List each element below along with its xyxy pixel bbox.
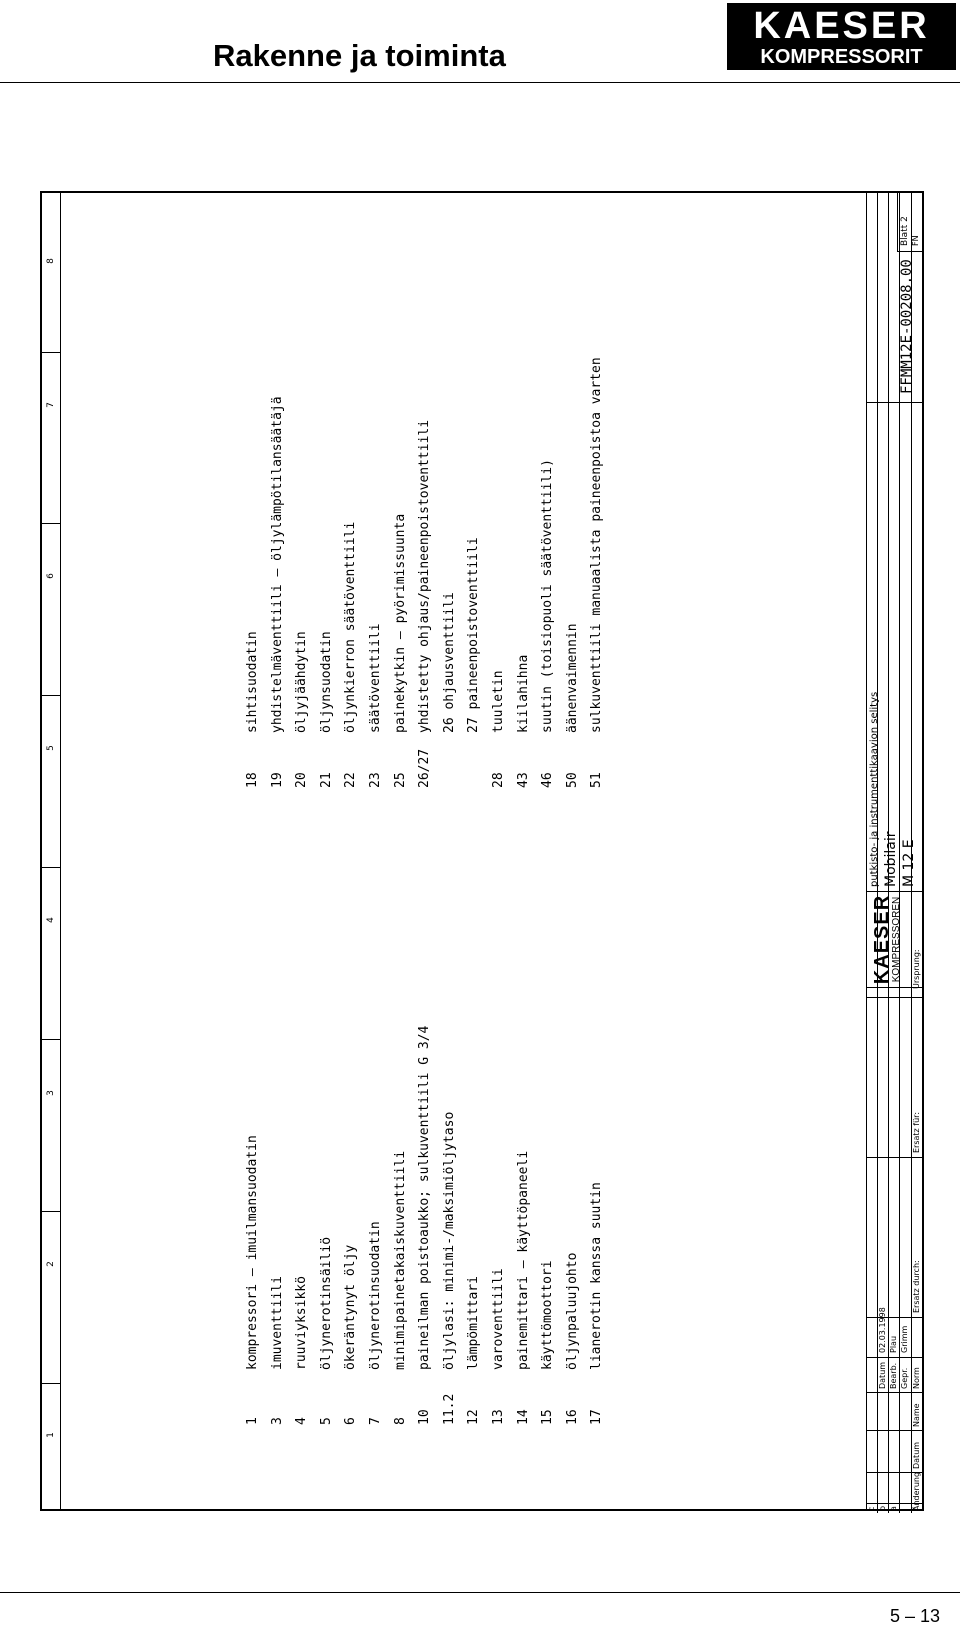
legend — [42, 193, 926, 1513]
legend-item — [589, 357, 604, 788]
legend-item-text: öljynkierron säätöventtiili — [343, 521, 359, 733]
legend-item — [417, 420, 432, 788]
kaeser-logo — [727, 3, 956, 70]
tb-logo-sub: KOMPRESSOREN — [891, 896, 902, 983]
legend-item-text: tuuletin — [491, 670, 506, 733]
legend-item — [516, 655, 531, 788]
legend-item-number: 10 — [417, 1409, 433, 1425]
legend-item-number: 15 — [540, 1409, 556, 1425]
legend-item-text: yhdistelmäventtiili – öljylämpötilansäätäjä — [269, 396, 285, 733]
legend-item-text: 27 paineenpoistoventtiili — [466, 537, 482, 733]
legend-item-text: varoventtiili — [491, 1268, 506, 1370]
legend-item-text: ruuviyksikkö — [294, 1276, 310, 1370]
legend-item — [516, 1151, 531, 1425]
column-number: 3 — [46, 1090, 56, 1096]
drawing-description — [867, 403, 923, 893]
desc-line-2: Mobilair — [883, 831, 899, 887]
legend-item-number: 13 — [491, 1409, 506, 1425]
revision-b: b — [878, 1505, 887, 1511]
legend-item-number: 26/27 — [417, 748, 433, 788]
title-block — [866, 193, 923, 1509]
legend-item-text: säätöventtiili — [368, 623, 383, 733]
drawing-number-box — [867, 192, 923, 403]
ersatz-durch-label: Ersatz durch: — [912, 1260, 921, 1313]
datum-header: Datum — [912, 1441, 921, 1469]
desc-line-1: putkisto- ja instrumenttikaavion selitys — [869, 691, 880, 887]
legend-item-text: paineilman poistoaukko; sulkuventtiili G 3/4 — [417, 1025, 433, 1370]
legend-item-number: 23 — [368, 772, 383, 788]
legend-item — [343, 1245, 358, 1425]
legend-item-text: minimipainetakaiskuventtiili — [392, 1150, 408, 1370]
column-number: 6 — [46, 573, 56, 579]
name-header: Name — [912, 1403, 921, 1427]
column-number: 5 — [46, 745, 56, 751]
legend-item-text: äänenvaimennin — [564, 623, 580, 733]
header-rule — [0, 82, 960, 83]
legend-item — [393, 514, 408, 788]
pid-legend-drawing — [40, 191, 924, 1511]
legend-item-number: 18 — [245, 772, 260, 788]
legend-item-text: kompressori – imuilmansuodatin — [245, 1135, 260, 1370]
legend-item — [368, 623, 383, 788]
legend-item — [245, 1135, 260, 1425]
legend-item-number: 20 — [294, 772, 310, 788]
legend-item-number: 17 — [589, 1409, 605, 1425]
page-number: 5 – 13 — [889, 1606, 940, 1626]
legend-item-text: kiilahihna — [515, 654, 531, 733]
legend-item-number: 46 — [540, 772, 556, 788]
legend-item — [270, 396, 285, 788]
legend-item — [270, 1276, 285, 1425]
legend-item-text: öljynerotinsäiliö — [318, 1236, 334, 1370]
legend-item — [491, 1268, 506, 1425]
revision-a: a — [889, 1506, 898, 1511]
legend-item-text: öljynsuodatin — [318, 631, 334, 733]
legend-item-number: 16 — [564, 1409, 580, 1425]
legend-item-text: öljyjäähdytin — [294, 631, 310, 733]
legend-item-number: 3 — [269, 1417, 285, 1425]
legend-item — [466, 537, 481, 788]
datum-value: 02.03.1998 — [878, 1307, 887, 1353]
title-block-logo — [867, 891, 923, 988]
legend-item-text: painemittari – käyttöpaneeli — [515, 1150, 531, 1370]
legend-item — [294, 631, 309, 788]
legend-item — [343, 522, 358, 788]
legend-item — [540, 1260, 555, 1425]
footer-rule — [0, 1592, 960, 1593]
legend-item-number: 19 — [269, 772, 285, 788]
legend-item-text: painekytkin – pyörimissuunta — [392, 513, 408, 733]
legend-item-number: 7 — [368, 1417, 383, 1425]
legend-item-number: 28 — [491, 772, 506, 788]
legend-item-number: 22 — [343, 772, 359, 788]
legend-item-text: öljynerotinsuodatin — [368, 1221, 383, 1370]
gepr-label: Gepr. — [900, 1367, 909, 1389]
legend-item — [245, 631, 260, 788]
gepr-value: Grimm — [900, 1325, 909, 1353]
legend-item — [565, 1253, 580, 1425]
legend-item — [294, 1276, 309, 1425]
legend-item-text: sulkuventtiili manuaalista paineenpoistoa varten — [589, 357, 605, 733]
legend-item-text: ökeräntynyt öljy — [343, 1244, 359, 1370]
legend-item-number: 25 — [392, 772, 408, 788]
page-title: Rakenne ja toiminta — [213, 38, 506, 73]
legend-item — [442, 1112, 457, 1425]
legend-item-text: imuventtiili — [269, 1276, 285, 1370]
legend-item-number: 43 — [515, 772, 531, 788]
datum-label: Datum — [878, 1361, 887, 1389]
column-number: 2 — [46, 1261, 56, 1267]
sheet-label: Blatt 2 — [900, 216, 910, 246]
aenderung-label: Änderung — [912, 1471, 921, 1511]
legend-item-text: yhdistetty ohjaus/paineenpoistoventtiili — [417, 419, 433, 733]
legend-item — [442, 592, 457, 788]
norm-label: Norm — [912, 1367, 921, 1389]
revision-c: c — [867, 1506, 876, 1511]
legend-item-text: 26 ohjausventtiili — [441, 592, 457, 733]
legend-item — [466, 1276, 481, 1425]
legend-item — [589, 1182, 604, 1425]
drawing-number: FFMM12E-00208.00 — [899, 259, 915, 394]
language-code: FN — [911, 235, 920, 246]
legend-item-number: 50 — [564, 772, 580, 788]
legend-item-number: 51 — [589, 772, 605, 788]
legend-item — [417, 1026, 432, 1425]
logo-text-sub: KOMPRESSORIT — [760, 46, 923, 68]
ersatz-fuer-label: Ersatz für: — [912, 1111, 921, 1153]
ursprung-label: Ursprung: — [912, 949, 921, 989]
legend-item-number: 21 — [318, 772, 334, 788]
legend-item-number: 8 — [392, 1417, 408, 1425]
column-number: 7 — [46, 402, 56, 408]
column-number: 1 — [46, 1432, 56, 1438]
legend-item-number: 11.2 — [441, 1393, 457, 1425]
legend-item-number: 5 — [318, 1417, 334, 1425]
legend-item-text: lämpömittari — [466, 1276, 482, 1370]
legend-item — [491, 670, 506, 788]
legend-item-number: 1 — [245, 1417, 260, 1425]
legend-item-text: lianerotin kanssa suutin — [589, 1182, 605, 1370]
legend-item-number: 14 — [515, 1409, 531, 1425]
bearb-label: Bearb. — [889, 1362, 898, 1389]
legend-item-number: 12 — [466, 1409, 482, 1425]
legend-item — [319, 1237, 334, 1425]
legend-item-number: 6 — [343, 1417, 359, 1425]
column-number: 4 — [46, 917, 56, 923]
logo-text-main: KAESER — [753, 5, 930, 47]
legend-item-text: sihtisuodatin — [245, 631, 260, 733]
bearb-value: Plau — [889, 1335, 898, 1353]
legend-item — [368, 1221, 383, 1425]
desc-line-3: M 12 E — [901, 839, 917, 887]
legend-item-text: öljynpaluujohto — [564, 1252, 580, 1370]
legend-item-text: öljylasi: minimi-/maksimiöljytaso — [441, 1111, 457, 1370]
column-number: 8 — [46, 258, 56, 264]
legend-item — [540, 459, 555, 788]
legend-item-text: käyttömoottori — [540, 1260, 556, 1370]
tb-logo-main: KAESER — [871, 894, 893, 985]
legend-item-number: 4 — [294, 1417, 310, 1425]
legend-item — [393, 1151, 408, 1425]
legend-item — [565, 623, 580, 788]
legend-item — [319, 631, 334, 788]
legend-item-text: suutin (toisiopuoli säätöventtiili) — [540, 459, 556, 733]
